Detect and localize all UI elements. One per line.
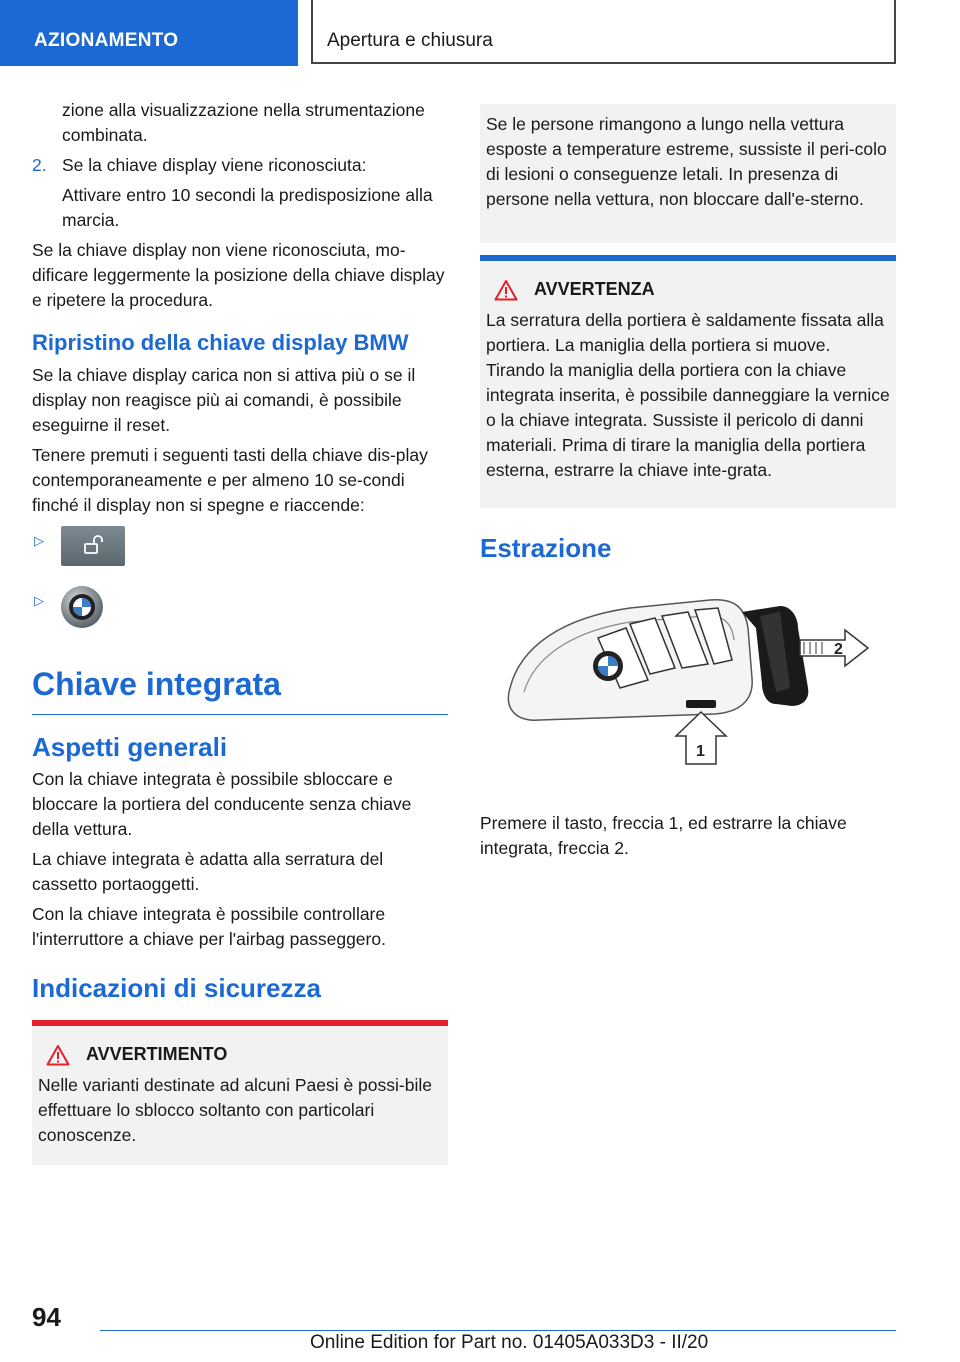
key-extraction-illustration <box>480 588 896 768</box>
continued-warning-text: Se le persone rimangono a lungo nella vettura esposte a temperature estreme, sussiste il peri-colo di lesioni o conseguenze letali. In presenza di persone nella vettura, non bloccare dall'e-sterno. <box>486 114 887 209</box>
reset-heading: Ripristino della chiave display BMW <box>32 330 409 355</box>
safety-heading: Indicazioni di sicurezza <box>32 973 321 1003</box>
warning-title: AVVERTIMENTO <box>86 1044 228 1064</box>
footer-divider <box>100 1330 896 1331</box>
step-2-subtext: Attivare entro 10 secondi la predisposizione alla marcia. <box>62 185 433 230</box>
arrow-1-icon <box>676 712 726 764</box>
right-column <box>480 104 896 866</box>
chapter-heading: Chiave integrata <box>32 664 448 715</box>
warning-title-row <box>38 1042 442 1067</box>
step-2-number: 2. <box>32 155 47 175</box>
general-paragraph-1: Con la chiave integrata è possibile sbloccare e bloccare la portiera del conducente senza chiave della vettura. <box>32 769 412 839</box>
section-tab[interactable] <box>0 0 298 66</box>
extraction-text: Premere il tasto, freccia 1, ed estrarre la chiave integrata, freccia 2. <box>480 813 847 858</box>
intro-continuation: zione alla visualizzazione nella strumentazione combinata. <box>62 100 425 145</box>
bullet-unlock-key <box>32 526 448 578</box>
caution-title-row <box>486 277 890 302</box>
warning-triangle-icon <box>494 279 518 301</box>
continued-warning-box <box>480 104 896 243</box>
arrow-2-label: 2 <box>834 641 843 658</box>
step-2-text: Se la chiave display viene riconosciuta: <box>62 155 367 175</box>
warning-triangle-icon <box>46 1044 70 1066</box>
warning-box <box>32 1020 448 1165</box>
caution-title: AVVERTENZA <box>534 279 655 299</box>
reset-paragraph-2: Tenere premuti i seguenti tasti della chiave dis-play contemporaneamente e per almeno 10 se-condi finché il display non si spegne e riaccende: <box>32 445 428 515</box>
footer-edition: Online Edition for Part no. 01405A033D3 - II/20 <box>310 1332 709 1353</box>
page-number: 94 <box>32 1302 61 1332</box>
caution-box <box>480 255 896 508</box>
caution-text: La serratura della portiera è saldamente fissata alla portiera. La maniglia della portiera si muove. Tirando la maniglia della portiera con la chiave integrata inserita, è possibile danneggiare la vernice o la chiave integrata. Sussiste il pericolo di danni materiali. Prima di tirare la maniglia della portiera esterna, estrarre la chiave inte-grata. <box>486 310 890 480</box>
left-column <box>32 98 448 1165</box>
unlock-button-image <box>61 526 125 566</box>
general-paragraph-3: Con la chiave integrata è possibile controllare l'interruttore a chiave per l'airbag passeggero. <box>32 904 386 949</box>
step-2 <box>32 153 448 233</box>
bmw-button-image <box>61 586 103 628</box>
reset-paragraph-1: Se la chiave display carica non si attiva più o se il display non reagisce più ai comandi, è possibile eseguirne il reset. <box>32 365 416 435</box>
bullet-bmw-key <box>32 586 448 638</box>
bmw-logo-icon <box>68 593 96 621</box>
extraction-heading: Estrazione <box>480 533 612 563</box>
general-heading: Aspetti generali <box>32 732 228 762</box>
not-recognized-text: Se la chiave display non viene riconosciuta, mo-dificare leggermente la posizione della chiave display e ripetere la procedura. <box>32 240 445 310</box>
general-paragraph-2: La chiave integrata è adatta alla serratura del cassetto portaoggetti. <box>32 849 384 894</box>
chapter-tab[interactable] <box>311 0 896 64</box>
unlock-icon <box>83 535 105 555</box>
arrow-2-icon <box>800 630 868 666</box>
bullet-marker: ▷ <box>34 593 44 608</box>
section-tab-label: AZIONAMENTO <box>34 30 179 51</box>
chapter-tab-label: Apertura e chiusura <box>327 30 493 51</box>
bullet-marker: ▷ <box>34 533 44 548</box>
warning-text: Nelle varianti destinate ad alcuni Paesi è possi-bile effettuare lo sblocco soltanto con particolari conoscenze. <box>38 1075 432 1145</box>
arrow-1-label: 1 <box>696 743 705 760</box>
